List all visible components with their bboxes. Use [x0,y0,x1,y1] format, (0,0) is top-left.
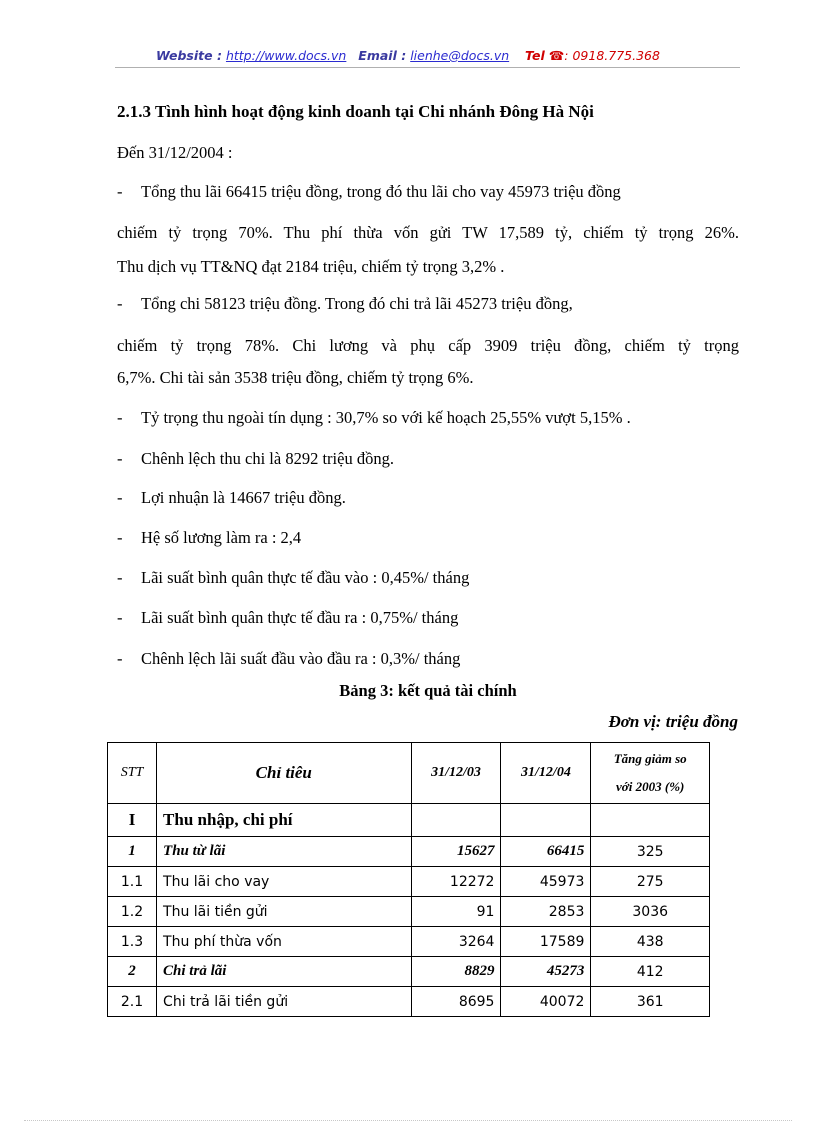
cell-change: 275 [591,867,710,897]
cell-2004: 45273 [501,957,591,987]
bullet-dash: - [117,568,123,587]
table-row [108,957,710,987]
bullet-income-continuation-2: Thu dịch vụ TT&NQ đạt 2184 triệu, chiếm tỷ trọng 3,2% . [117,257,505,276]
cell-2004: 45973 [501,867,591,897]
cell-change: 412 [591,957,710,987]
email-separator: : [396,48,407,63]
header-stt: STT [108,743,157,804]
page-header [0,48,816,64]
header-2004: 31/12/04 [501,743,591,804]
table-row [108,927,710,957]
bullet-dash: - [117,488,123,507]
header-change-line2: với 2003 (%) [616,779,685,794]
cell-stt: 2 [108,957,157,987]
table-row [108,867,710,897]
date-line: Đến 31/12/2004 : [117,143,233,162]
cell-2004 [501,804,591,837]
bullet-dash: - [117,649,123,668]
bullet-text: Chênh lệch lãi suất đầu vào đầu ra : 0,3%/ tháng [141,649,461,668]
bullet-dash: - [117,608,123,627]
table-caption: Bảng 3: kết quả tài chính [339,681,517,700]
cell-indicator: Thu phí thừa vốn [157,927,411,957]
bullet-text: Chênh lệch thu chi là 8292 triệu đồng. [141,449,394,468]
cell-2003: 12272 [411,867,501,897]
bullet-income-continuation-1: chiếm tỷ trọng 70%. Thu phí thừa vốn gửi TW 17,589 tỷ, chiếm tỷ trọng 26%. [117,223,739,242]
cell-indicator: Thu lãi tiền gửi [157,897,411,927]
cell-2003: 3264 [411,927,501,957]
cell-2004: 40072 [501,987,591,1017]
table-row [108,804,710,837]
financial-results-table [107,742,710,1017]
header-indicator: Chỉ tiêu [157,743,411,804]
phone-number: : 0918.775.368 [564,48,660,63]
bullet-expense-continuation-1: chiếm tỷ trọng 78%. Chi lương và phụ cấp 3909 triệu đồng, chiếm tỷ trọng [117,336,739,355]
bullet-text: Hệ số lương làm ra : 2,4 [141,528,302,547]
cell-change [591,804,710,837]
bullet-dash: - [117,449,123,468]
email-link[interactable]: lienhe@docs.vn [410,48,510,63]
cell-indicator: Chi trả lãi tiền gửi [157,987,411,1017]
footer-divider [24,1120,792,1121]
cell-stt: 2.1 [108,987,157,1017]
cell-2003: 15627 [411,837,501,867]
bullet-dash: - [117,528,123,547]
bullet-dash: - [117,182,123,201]
cell-stt: 1.3 [108,927,157,957]
cell-indicator: Thu nhập, chi phí [157,804,411,837]
header-change [591,743,710,804]
cell-stt: 1 [108,837,157,867]
cell-indicator: Thu từ lãi [157,837,411,867]
cell-change: 361 [591,987,710,1017]
table-row [108,897,710,927]
cell-change: 3036 [591,897,710,927]
bullet-dash: - [117,408,123,427]
email-label: Email [358,48,397,63]
header-change-line1: Tăng giảm so [613,751,687,766]
cell-2004: 2853 [501,897,591,927]
table-unit: Đơn vị: triệu đồng [608,712,738,731]
table-row [108,837,710,867]
website-link[interactable]: http://www.docs.vn [225,48,347,63]
cell-2003: 8829 [411,957,501,987]
cell-indicator: Thu lãi cho vay [157,867,411,897]
table-header-row [108,743,710,804]
table-row [108,987,710,1017]
bullet-text: Tổng thu lãi 66415 triệu đồng, trong đó thu lãi cho vay 45973 triệu đồng [141,182,621,201]
header-divider [115,67,740,68]
cell-change: 325 [591,837,710,867]
bullet-text: Lãi suất bình quân thực tế đầu ra : 0,75%/ tháng [141,608,459,627]
tel-label: Tel [525,48,545,63]
cell-stt: 1.2 [108,897,157,927]
cell-2004: 17589 [501,927,591,957]
cell-indicator: Chi trả lãi [157,957,411,987]
cell-2003: 8695 [411,987,501,1017]
bullet-text: Tỷ trọng thu ngoài tín dụng : 30,7% so với kế hoạch 25,55% vượt 5,15% . [141,408,631,427]
bullet-expense-continuation-2: 6,7%. Chi tài sản 3538 triệu đồng, chiếm tỷ trọng 6%. [117,368,474,387]
cell-2003: 91 [411,897,501,927]
cell-2004: 66415 [501,837,591,867]
section-heading: 2.1.3 Tình hình hoạt động kinh doanh tại Chi nhánh Đông Hà Nội [117,102,594,121]
cell-2003 [411,804,501,837]
website-label: Website : [156,48,222,63]
bullet-dash: - [117,294,123,313]
cell-stt: 1.1 [108,867,157,897]
phone-icon: ☎ [548,48,565,63]
bullet-text: Lợi nhuận là 14667 triệu đồng. [141,488,346,507]
cell-change: 438 [591,927,710,957]
bullet-text: Lãi suất bình quân thực tế đầu vào : 0,45%/ tháng [141,568,470,587]
bullet-text: Tổng chi 58123 triệu đồng. Trong đó chi trả lãi 45273 triệu đồng, [141,294,573,313]
header-2003: 31/12/03 [411,743,501,804]
cell-stt: I [108,804,157,837]
